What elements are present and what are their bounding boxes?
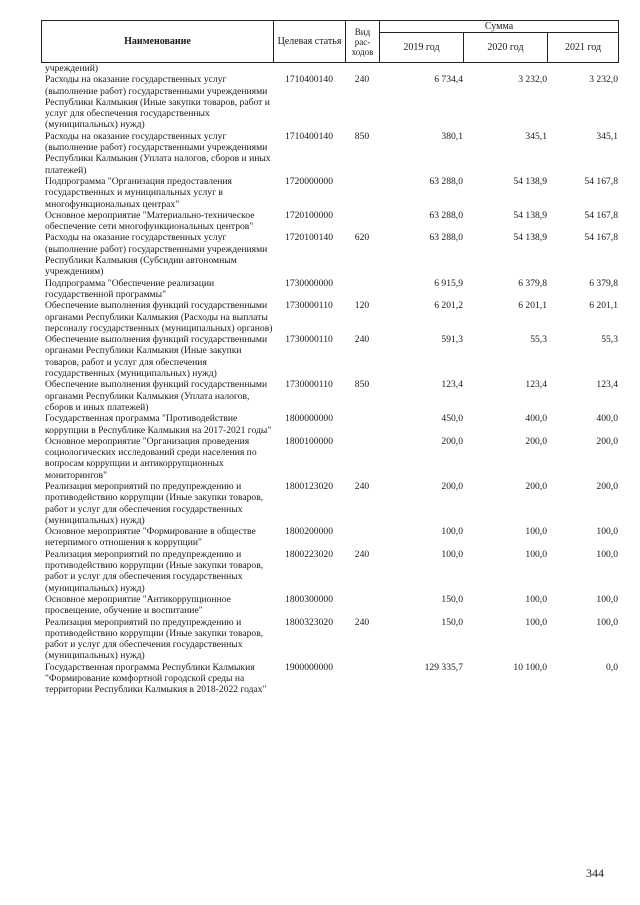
row-name: Государственная программа "Противодействие коррупции в Республике Калмыкия на 2017-2021 годы" — [45, 413, 272, 436]
row-name: Обеспечение выполнения функций государственными органами Республики Калмыкия (Расходы на выплаты персоналу государственных (муниципальных) органов) — [45, 300, 273, 334]
row-value-2019: 123,4 — [441, 379, 463, 391]
row-value-2019: 450,0 — [441, 413, 463, 425]
row-value-2019: 6 915,9 — [434, 277, 463, 289]
row-kind: 620 — [354, 232, 370, 244]
row-code: 1730000110 — [285, 334, 333, 346]
row-value-2020: 200,0 — [525, 435, 547, 447]
row-code: 1800223020 — [285, 548, 333, 560]
header-2021: 2021 год — [548, 33, 619, 63]
row-kind: 240 — [354, 334, 370, 346]
row-value-2019: 6 201,2 — [434, 300, 463, 312]
row-value-2020: 123,4 — [525, 379, 547, 391]
row-name: Реализация мероприятий по предупреждению и противодействию коррупции (Иные закупки товаров, работ и услуг для обеспечения государственных (муниципальных) нужд) — [45, 616, 264, 662]
row-kind: 240 — [354, 548, 370, 560]
row-code: 1730000110 — [285, 300, 333, 312]
table-row — [41, 594, 618, 617]
table-row — [41, 278, 618, 301]
row-value-2021: 3 232,0 — [589, 74, 618, 86]
row-value-2021: 6 201,1 — [589, 300, 618, 312]
row-code: 1800123020 — [285, 480, 333, 492]
table-row — [41, 379, 618, 413]
table-row — [41, 662, 618, 696]
row-name: Реализация мероприятий по предупреждению и противодействию коррупции (Иные закупки товаров, работ и услуг для обеспечения государственных (муниципальных) нужд) — [45, 548, 264, 594]
row-code: 1730000000 — [285, 277, 333, 289]
row-code: 1710400140 — [285, 74, 333, 86]
row-kind: 850 — [354, 379, 370, 391]
row-value-2020: 200,0 — [525, 480, 547, 492]
row-code: 1800000000 — [285, 413, 333, 425]
row-name: Расходы на оказание государственных услуг (выполнение работ) государственными учреждениями Республики Калмыкия (Иные закупки товаров, работ и услуг для обеспечения государственных (муниципальных) нужд) — [45, 74, 270, 131]
table-row — [41, 300, 618, 334]
table-row — [41, 334, 618, 379]
row-kind: 240 — [354, 616, 370, 628]
table-header — [41, 20, 619, 63]
row-name: Обеспечение выполнения функций государственными органами Республики Калмыкия (Иные закупки товаров, работ и услуг для обеспечения государственных (муниципальных) нужд) — [45, 334, 268, 380]
row-value-2020: 55,3 — [530, 334, 547, 346]
table-row — [41, 131, 618, 176]
row-value-2020: 10 100,0 — [513, 661, 547, 673]
row-value-2019: 63 288,0 — [429, 175, 463, 187]
row-name: Подпрограмма "Обеспечение реализации государственной программы" — [45, 277, 215, 300]
row-value-2019: 150,0 — [441, 593, 463, 605]
header-kind: Вид рас-ходов — [346, 21, 380, 63]
row-value-2021: 100,0 — [596, 548, 618, 560]
row-code: 1800100000 — [285, 435, 333, 447]
header-name: Наименование — [42, 21, 274, 63]
row-value-2020: 400,0 — [525, 413, 547, 425]
row-value-2021: 200,0 — [596, 480, 618, 492]
row-name: Основное мероприятие "Формирование в обществе нетерпимого отношения к коррупции" — [45, 526, 256, 549]
row-value-2021: 100,0 — [596, 593, 618, 605]
row-name: Расходы на оказание государственных услуг (выполнение работ) государственными учреждениями Республики Калмыкия (Субсидии автономным учреждениям) — [45, 232, 268, 278]
row-value-2019: 100,0 — [441, 526, 463, 538]
row-value-2021: 54 167,8 — [584, 232, 618, 244]
row-value-2021: 345,1 — [596, 130, 618, 142]
row-value-2021: 400,0 — [596, 413, 618, 425]
row-value-2021: 0,0 — [606, 661, 618, 673]
row-value-2019: 6 734,4 — [434, 74, 463, 86]
row-name: Государственная программа Республики Калмыкия "Формирование комфортной городской среды на территории Республики Калмыкия в 2018-2022 годах" — [45, 661, 267, 696]
row-value-2020: 6 201,1 — [518, 300, 547, 312]
table-row — [41, 63, 618, 74]
row-kind: 120 — [354, 300, 370, 312]
row-kind: 240 — [354, 74, 370, 86]
table-row — [41, 526, 618, 549]
row-name: Обеспечение выполнения функций государственными органами Республики Калмыкия (Уплата налогов, сборов и иных платежей) — [45, 379, 268, 413]
row-value-2019: 129 335,7 — [424, 661, 463, 673]
header-2020: 2020 год — [464, 33, 548, 63]
table-row — [41, 176, 618, 210]
row-value-2021: 123,4 — [596, 379, 618, 391]
row-name: Основное мероприятие "Антикоррупционное просвещение, обучение и воспитание" — [45, 593, 231, 617]
row-value-2020: 54 138,9 — [513, 232, 547, 244]
table-row — [41, 549, 618, 594]
table-row — [41, 413, 618, 436]
row-value-2020: 100,0 — [525, 593, 547, 605]
header-2019: 2019 год — [380, 33, 464, 63]
row-value-2020: 100,0 — [525, 616, 547, 628]
row-name: Расходы на оказание государственных услуг (выполнение работ) государственными учреждениями Республики Калмыкия (Уплата налогов, сборов и иных платежей) — [45, 130, 271, 176]
table-row — [41, 436, 618, 481]
row-code: 1730000110 — [285, 379, 333, 391]
header-code: Целевая статья — [274, 21, 346, 63]
row-name: Основное мероприятие "Материально-техническое обеспечение сети многофункциональных центров" — [45, 209, 255, 233]
row-value-2019: 200,0 — [441, 480, 463, 492]
row-value-2019: 100,0 — [441, 548, 463, 560]
row-value-2021: 100,0 — [596, 526, 618, 538]
row-value-2019: 63 288,0 — [429, 232, 463, 244]
row-value-2021: 100,0 — [596, 616, 618, 628]
row-code: 1710400140 — [285, 130, 333, 142]
row-value-2020: 3 232,0 — [518, 74, 547, 86]
row-value-2019: 63 288,0 — [429, 209, 463, 221]
table-row — [41, 232, 618, 277]
row-value-2019: 200,0 — [441, 435, 463, 447]
table-row — [41, 617, 618, 662]
row-value-2021: 55,3 — [601, 334, 618, 346]
table-row — [41, 210, 618, 233]
page-number: 344 — [586, 866, 604, 880]
row-value-2019: 380,1 — [441, 130, 463, 142]
row-value-2020: 100,0 — [525, 526, 547, 538]
row-value-2020: 54 138,9 — [513, 175, 547, 187]
row-value-2021: 54 167,8 — [584, 209, 618, 221]
row-value-2021: 200,0 — [596, 435, 618, 447]
row-value-2019: 150,0 — [441, 616, 463, 628]
row-value-2020: 100,0 — [525, 548, 547, 560]
row-value-2020: 54 138,9 — [513, 209, 547, 221]
row-value-2021: 6 379,8 — [589, 277, 618, 289]
table-row — [41, 74, 618, 130]
row-kind: 240 — [354, 480, 370, 492]
row-value-2019: 591,3 — [441, 334, 463, 346]
row-kind: 850 — [354, 130, 370, 142]
row-code: 1720000000 — [285, 175, 333, 187]
row-name: учреждений) — [45, 63, 99, 74]
table-body — [41, 63, 618, 696]
row-name: Подпрограмма "Организация предоставления государственных и муниципальных услуг в многофункциональных центрах" — [45, 175, 232, 210]
row-code: 1800300000 — [285, 593, 333, 605]
table-row — [41, 481, 618, 526]
row-value-2020: 345,1 — [525, 130, 547, 142]
row-value-2021: 54 167,8 — [584, 175, 618, 187]
row-code: 1720100140 — [285, 232, 333, 244]
row-code: 1900000000 — [285, 661, 333, 673]
row-name: Реализация мероприятий по предупреждению и противодействию коррупции (Иные закупки товаров, работ и услуг для обеспечения государственных (муниципальных) нужд) — [45, 480, 264, 526]
row-name: Основное мероприятие "Организация проведения социологических исследований среди населения по вопросам коррупции и антикоррупционных мониторингов" — [45, 435, 257, 481]
row-value-2020: 6 379,8 — [518, 277, 547, 289]
row-code: 1800323020 — [285, 616, 333, 628]
row-code: 1800200000 — [285, 526, 333, 538]
row-code: 1720100000 — [285, 209, 333, 221]
header-sum: Сумма — [380, 21, 619, 33]
